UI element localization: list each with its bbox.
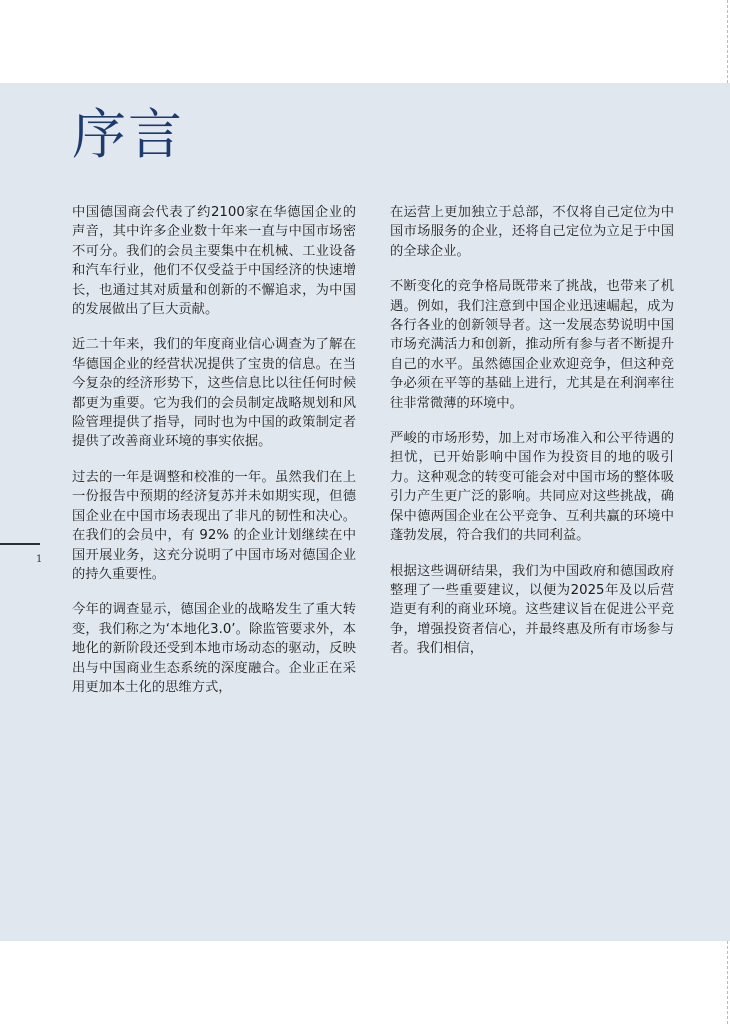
- paragraph: 今年的调查显示，德国企业的战略发生了重大转变，我们称之为‘本地化3.0’。除监管要求外，本地化的新阶段还受到本地市场动态的驱动，反映出与中国商业生态系统的深度融合。企业正在采用更加本土化的思维方式，: [72, 602, 356, 695]
- right-column: [390, 203, 674, 675]
- page-number: 1: [36, 554, 43, 565]
- paragraph: 中国德国商会代表了约2100家在华德国企业的声音，其中许多企业数十年来一直与中国市场密不可分。我们的会员主要集中在机械、工业设备和汽车行业，他们不仅受益于中国经济的快速增长，也通过其对质量和创新的不懈追求，为中国的发展做出了巨大贡献。: [72, 205, 356, 318]
- paragraph: 根据这些调研结果，我们为中国政府和德国政府整理了一些重要建议，以便为2025年及以后营造更有利的商业环境。这些建议旨在促进公平竞争，增强投资者信心，并最终惠及所有市场参与者。我们相信，: [390, 563, 674, 657]
- paragraph: 严峻的市场形势，加上对市场准入和公平待遇的担忧，已开始影响中国作为投资目的地的吸引力。这种观念的转变可能会对中国市场的整体吸引力产生更广泛的影响。共同应对这些挑战，确保中德两国企业在公平竞争、互利共赢的环境中蓬勃发展，符合我们的共同利益。: [390, 431, 674, 544]
- paragraph: 在运营上更加独立于总部，不仅将自己定位为中国市场服务的企业，还将自己定位为立足于中国的全球企业。: [390, 205, 674, 259]
- page-title: 序言: [72, 103, 184, 166]
- paragraph: 过去的一年是调整和校准的一年。虽然我们在上一份报告中预期的经济复苏并未如期实现，但德国企业在中国市场表现出了非凡的韧性和决心。在我们的会员中，有 92% 的企业计划继续在中国开展业务，这充分说明了中国市场对德国企业的持久重要性。: [72, 469, 356, 582]
- left-column: [72, 203, 356, 713]
- paragraph: 近二十年来，我们的年度商业信心调查为了解在华德国企业的经营状况提供了宝贵的信息。在当今复杂的经济形势下，这些信息比以往任何时候都更为重要。它为我们的会员制定战略规划和风险管理提供了指导，同时也为中国的政策制定者提供了改善商业环境的事实依据。: [72, 337, 356, 450]
- paragraph: 不断变化的竞争格局既带来了挑战，也带来了机遇。例如，我们注意到中国企业迅速崛起，成为各行各业的创新领导者。这一发展态势说明中国市场充满活力和创新，推动所有参与者不断提升自己的水平。虽然德国企业欢迎竞争，但这种竞争必须在平等的基础上进行，尤其是在利润率往往非常微薄的环境中。: [390, 279, 674, 411]
- page-marker-rule: [0, 543, 40, 545]
